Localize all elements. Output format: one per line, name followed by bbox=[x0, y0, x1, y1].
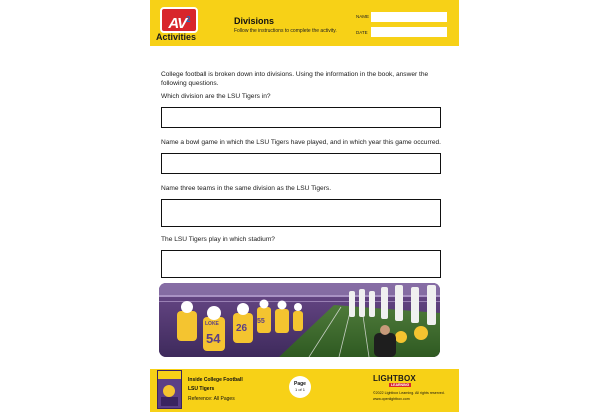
date-field[interactable] bbox=[371, 27, 447, 37]
jersey-name-label: LOKE bbox=[205, 321, 219, 327]
book-cover-thumbnail bbox=[157, 370, 182, 409]
page-label: Page bbox=[294, 381, 306, 387]
question-3: Name three teams in the same division as the LSU Tigers. bbox=[161, 185, 332, 192]
page-indicator bbox=[289, 376, 311, 398]
av2-badge: $AV^2$ bbox=[160, 7, 198, 33]
copyright-text: ©2022 Lightbox Learning. All rights reserved. bbox=[373, 391, 445, 395]
jersey-number-26: 26 bbox=[236, 323, 248, 334]
av2-logo bbox=[154, 4, 206, 44]
stadium-photo-illustration bbox=[159, 283, 440, 357]
answer-box-3[interactable] bbox=[161, 199, 441, 227]
question-4: The LSU Tigers play in which stadium? bbox=[161, 236, 275, 243]
lightbox-learning-tag: LEARNING bbox=[391, 383, 410, 387]
website-link[interactable]: www.openlightbox.com bbox=[373, 397, 410, 401]
logo-label: Activities bbox=[156, 32, 197, 42]
reference-text: Reference: All Pages bbox=[188, 396, 235, 402]
name-label: NAME bbox=[356, 14, 370, 19]
intro-text: College football is broken down into divisions. Using the information in the book, answer the following questions. bbox=[161, 71, 429, 87]
stadium-photo bbox=[159, 283, 440, 357]
answer-box-4[interactable] bbox=[161, 250, 441, 278]
book-cover-image bbox=[158, 371, 181, 408]
book-subtitle: LSU Tigers bbox=[188, 386, 215, 392]
page-count: 1 of 1 bbox=[294, 387, 305, 392]
worksheet-footer bbox=[150, 369, 459, 412]
question-2: Name a bowl game in which the LSU Tigers have played, and in which year this game occurred. bbox=[161, 139, 442, 146]
question-1: Which division are the LSU Tigers in? bbox=[161, 93, 271, 100]
page-title: Divisions bbox=[234, 16, 275, 26]
answer-box-2[interactable] bbox=[161, 153, 441, 174]
date-label: DATE bbox=[356, 30, 368, 35]
lightbox-logo: LIGHTBOX bbox=[373, 374, 416, 383]
jersey-number-54: 54 bbox=[206, 331, 221, 346]
page-instructions: Follow the instructions to complete the activity. bbox=[234, 28, 337, 34]
jersey-number-55: 55 bbox=[257, 318, 265, 325]
answer-box-1[interactable] bbox=[161, 107, 441, 128]
name-field[interactable] bbox=[371, 12, 447, 22]
worksheet-header bbox=[150, 0, 459, 46]
worksheet-content bbox=[161, 70, 446, 286]
book-title: Inside College Football bbox=[188, 377, 243, 383]
